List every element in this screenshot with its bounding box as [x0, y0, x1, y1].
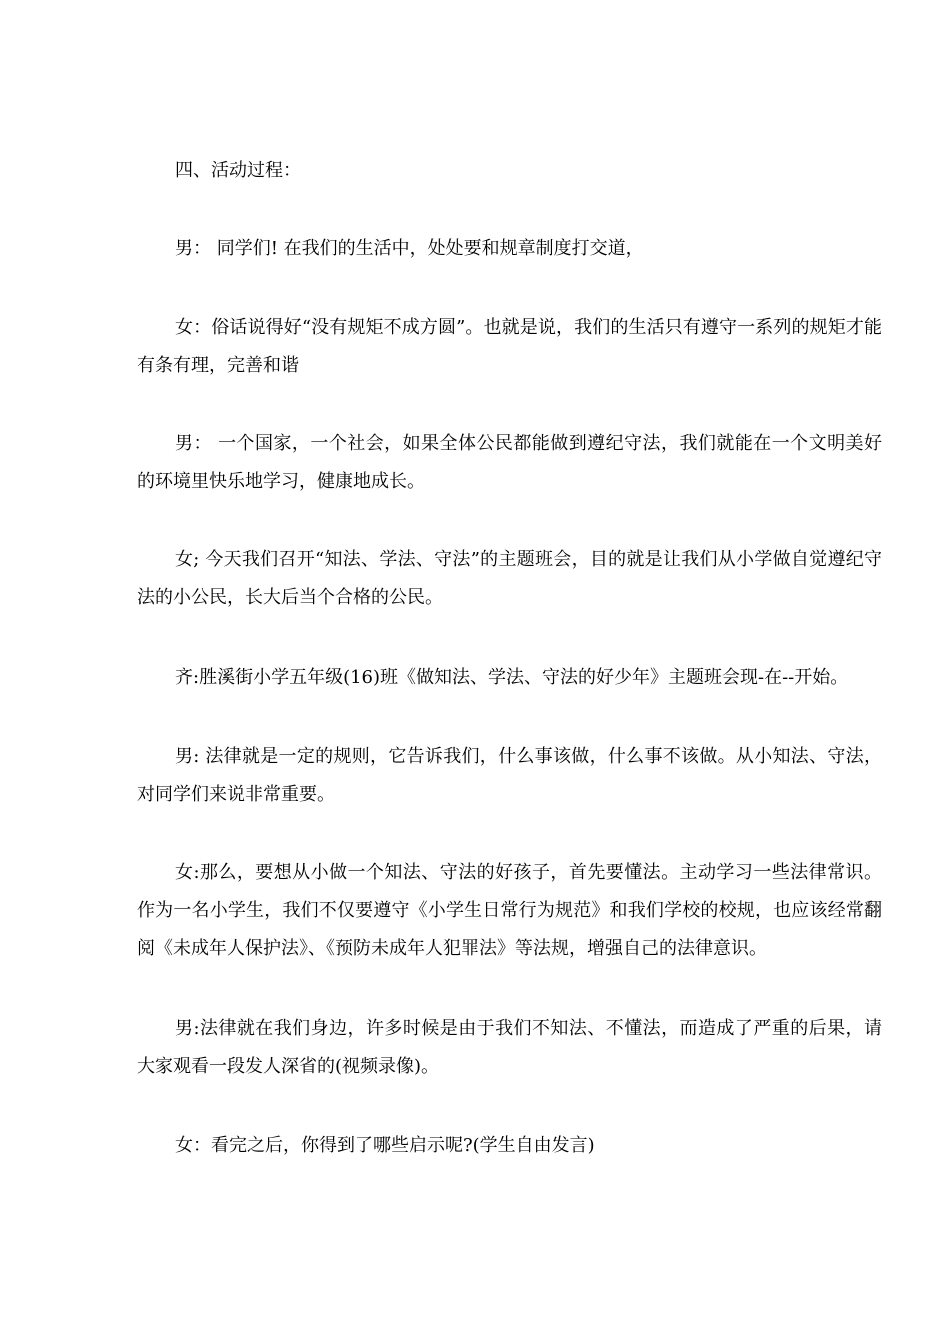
dialogue-paragraph: 男: 法律就是一定的规则，它告诉我们，什么事该做，什么事不该做。从小知法、守法，对同学们来说非常重要。 — [137, 746, 882, 805]
dialogue-paragraph: 女:那么，要想从小做一个知法、守法的好孩子，首先要懂法。主动学习一些法律常识。作为一名小学生，我们不仅要遵守《小学生日常行为规范》和我们学校的校规，也应该经常翻阅《未成年人保护法》、《预防未成年人犯罪法》等法规，增强自己的法律意识。 — [137, 862, 882, 959]
dialogue-paragraph: 女：看完之后，你得到了哪些启示呢?(学生自由发言) — [175, 1135, 595, 1156]
dialogue-paragraph: 男:法律就在我们身边，许多时候是由于我们不知法、不懂法，而造成了严重的后果，请大家观看一段发人深省的(视频录像)。 — [137, 1018, 882, 1077]
dialogue-paragraph: 男： 同学们! 在我们的生活中，处处要和规章制度打交道， — [175, 238, 644, 259]
section-heading: 四、活动过程： — [175, 160, 301, 181]
dialogue-paragraph: 女：俗话说得好“没有规矩不成方圆”。也就是说，我们的生活只有遵守一系列的规矩才能有条有理，完善和谐 — [137, 317, 882, 376]
dialogue-paragraph: 女; 今天我们召开“知法、学法、守法”的主题班会，目的就是让我们从小学做自觉遵纪守法的小公民，长大后当个合格的公民。 — [137, 549, 882, 608]
dialogue-paragraph: 男： 一个国家，一个社会，如果全体公民都能做到遵纪守法，我们就能在一个文明美好的环境里快乐地学习，健康地成长。 — [137, 433, 882, 492]
dialogue-paragraph: 齐:胜溪街小学五年级(16)班《做知法、学法、守法的好少年》主题班会现-在--开始。 — [175, 667, 849, 688]
